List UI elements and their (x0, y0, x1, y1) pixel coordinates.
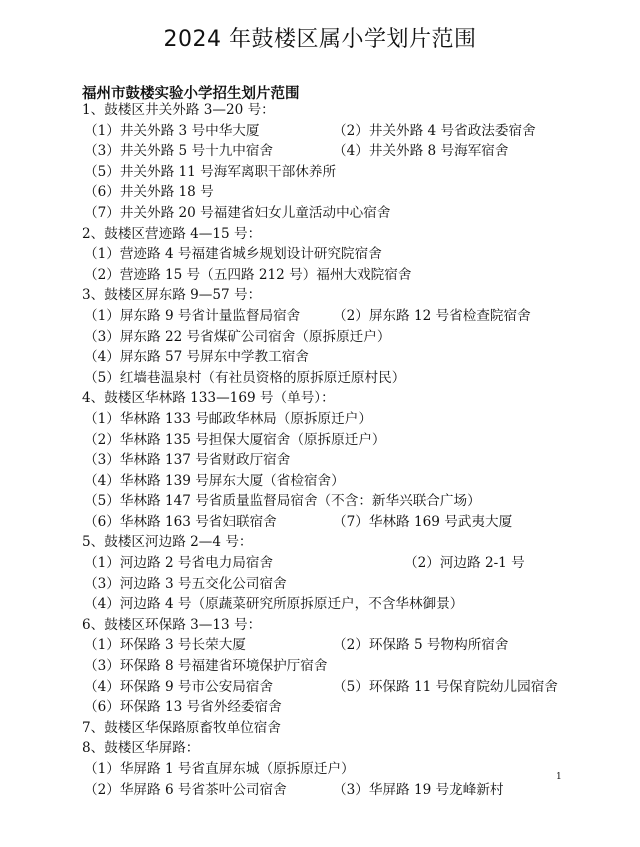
item-text: （4）屏东路 57 号屏东中学教工宿舍 (84, 349, 309, 366)
list-item (0, 306, 640, 327)
item-text: （1）井关外路 3 号中华大厦 (84, 122, 260, 139)
item-text: （3）井关外路 5 号十九中宿舍 (84, 143, 274, 160)
list-item (0, 409, 640, 430)
list-item (0, 368, 640, 389)
section-line (0, 100, 640, 121)
section-heading: 福州市鼓楼实验小学招生划片范围 (82, 86, 300, 102)
section-text: 4、鼓楼区华林路 133—169 号（单号）： (82, 390, 335, 407)
list-item (0, 594, 640, 615)
item-text: （6）环保路 13 号省外经委宿舍 (84, 699, 282, 716)
item-text: （6）华林路 163 号省妇联宿舍 (84, 513, 277, 530)
item-text: （3）华林路 137 号省财政厅宿舍 (84, 452, 291, 469)
list-item (0, 265, 640, 286)
list-item (0, 574, 640, 595)
section-text: 6、鼓楼区环保路 3—13 号： (82, 616, 262, 633)
list-item (0, 121, 640, 142)
list-item (0, 430, 640, 451)
item-text: （2）河边路 2-1 号 (404, 555, 525, 572)
item-text: （2）屏东路 12 号省检查院宿舍 (333, 307, 531, 324)
section-line (0, 738, 640, 759)
item-text: （1）华屏路 1 号省直屏东城（原拆原迁户） (84, 761, 355, 777)
list-item (0, 203, 640, 224)
list-item (0, 780, 640, 801)
item-text: （3）环保路 8 号福建省环境保护厅宿舍 (84, 658, 328, 675)
item-text: （2）营迹路 15 号（五四路 212 号）福州大戏院宿舍 (84, 266, 412, 283)
section-text: 1、鼓楼区井关外路 3—20 号： (82, 102, 275, 118)
page-title: 2024 年鼓楼区属小学划片范围 (163, 27, 477, 52)
list-item (0, 491, 640, 512)
list-item (0, 244, 640, 265)
item-text: （1）屏东路 9 号省计量监督局宿舍 (84, 307, 301, 324)
list-item (0, 759, 640, 780)
section-text: 7、鼓楼区华保路原畜牧单位宿舍 (82, 719, 281, 736)
list-item (0, 512, 640, 533)
list-item (0, 141, 640, 162)
item-text: （1）营迹路 4 号福建省城乡规划设计研究院宿舍 (84, 246, 382, 263)
item-text: （3）河边路 3 号五交化公司宿舍 (84, 575, 287, 592)
item-text: （6）井关外路 18 号 (84, 184, 214, 201)
item-text: （4）河边路 4 号（原蔬菜研究所原拆原迁户，不含华林御景） (84, 596, 464, 613)
item-text: （5）井关外路 11 号海军离职干部休养所 (84, 163, 337, 180)
item-text: （2）环保路 5 号物构所宿舍 (333, 637, 509, 654)
item-text: （3）华屏路 19 号龙峰新村 (333, 781, 504, 798)
list-item (0, 553, 640, 574)
item-text: （7）井关外路 20 号福建省妇女儿童活动中心宿舍 (84, 204, 391, 221)
section-line (0, 285, 640, 306)
list-item (0, 656, 640, 677)
list-item (0, 635, 640, 656)
item-text: （1）华林路 133 号邮政华林局（原拆原迁户） (84, 410, 372, 427)
list-item (0, 450, 640, 471)
item-text: （2）华屏路 6 号省茶叶公司宿舍 (84, 781, 287, 798)
section-text: 3、鼓楼区屏东路 9—57 号： (82, 287, 262, 304)
item-text: （3）屏东路 22 号省煤矿公司宿舍（原拆原迁户） (84, 328, 391, 345)
section-text: 5、鼓楼区河边路 2—4 号： (82, 534, 253, 551)
item-text: （4）环保路 9 号市公安局宿舍 (84, 678, 274, 695)
item-text: （5）环保路 11 号保育院幼儿园宿舍 (333, 678, 558, 695)
section-line (0, 224, 640, 245)
item-text: （1）环保路 3 号长荣大厦 (84, 637, 246, 654)
item-text: （2）华林路 135 号担保大厦宿舍（原拆原迁户） (84, 431, 386, 448)
item-text: （4）井关外路 8 号海军宿舍 (333, 143, 509, 160)
item-text: （5）红墙巷温泉村（有社员资格的原拆原迁原村民） (84, 369, 406, 386)
list-item (0, 677, 640, 698)
section-line (0, 388, 640, 409)
page-number: 1 (556, 772, 562, 782)
list-item (0, 162, 640, 183)
section-line (0, 718, 640, 739)
list-item (0, 347, 640, 368)
item-text: （4）华林路 139 号屏东大厦（省检宿舍） (84, 472, 345, 489)
item-text: （1）河边路 2 号省电力局宿舍 (84, 555, 274, 572)
list-item (0, 182, 640, 203)
list-item (0, 471, 640, 492)
list-item (0, 327, 640, 348)
section-line (0, 532, 640, 553)
item-text: （2）井关外路 4 号省政法委宿舍 (333, 122, 536, 139)
list-item (0, 697, 640, 718)
section-line (0, 615, 640, 636)
item-text: （5）华林路 147 号省质量监督局宿舍（不含：新华兴联合广场） (84, 493, 481, 510)
section-text: 2、鼓楼区营迹路 4—15 号： (82, 225, 262, 242)
item-text: （7）华林路 169 号武夷大厦 (333, 513, 513, 530)
zoning-list (0, 100, 640, 800)
section-text: 8、鼓楼区华屏路： (82, 740, 200, 757)
